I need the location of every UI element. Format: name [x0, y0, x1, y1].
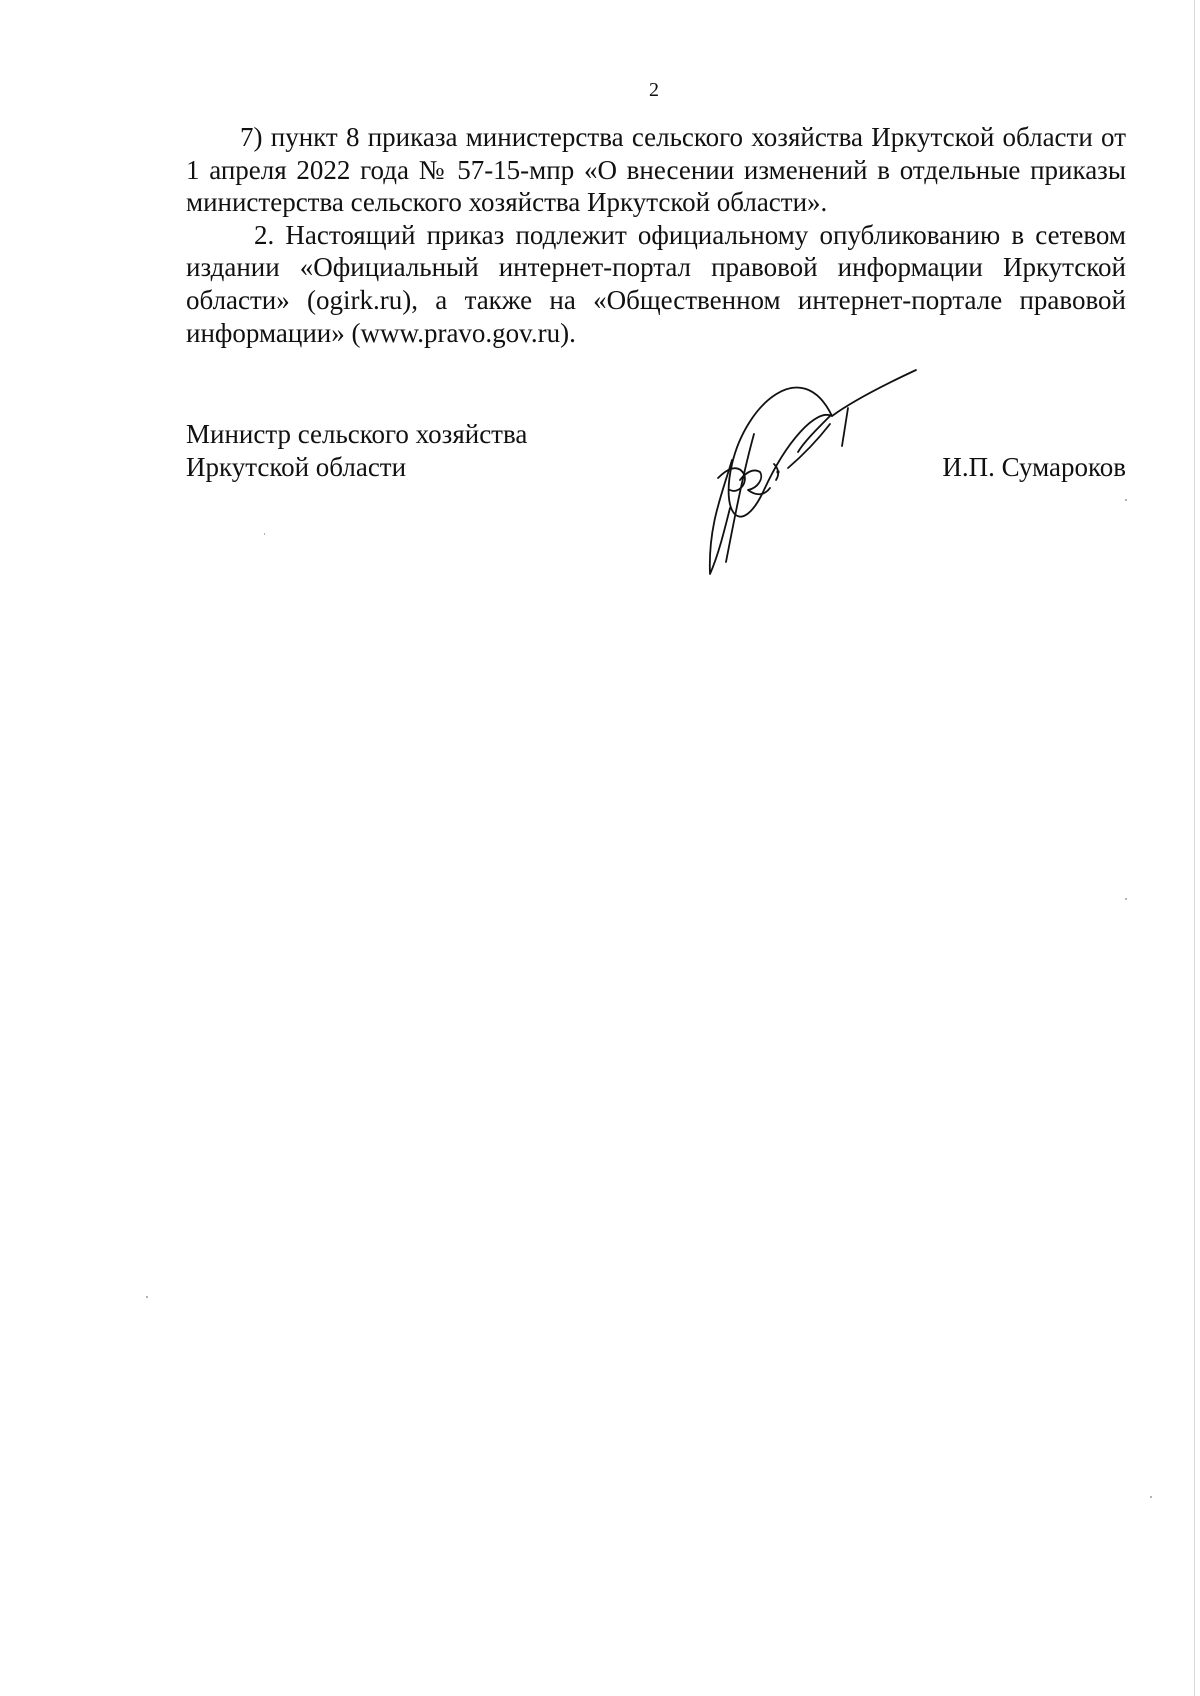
document-body [186, 121, 1126, 349]
signatory-position-line-2: Иркутской области [186, 452, 407, 482]
page-edge-line [1194, 0, 1195, 1696]
signatory-name: И.П. Сумароков [942, 452, 1126, 482]
scan-speck [1125, 499, 1127, 501]
scan-speck [1150, 1496, 1152, 1498]
page-number: 2 [649, 79, 659, 101]
paragraph-item-7: 7) пункт 8 приказа министерства сельского хозяйства Иркутской области от 1 апреля 2022 года № 57-15-мпр «О внесении изменений в отдельные приказы министерства сельского хозяйства Иркутской области». [186, 122, 1126, 218]
scan-speck [146, 1296, 148, 1298]
scan-speck [1125, 898, 1127, 900]
scan-speck [264, 533, 265, 535]
signatory-position-line-1: Министр сельского хозяйства [186, 419, 528, 449]
signatory-position [186, 418, 527, 484]
paragraph-publication: 2. Настоящий приказ подлежит официальному опубликованию в сетевом издании «Официальный интернет-портал правовой информации Иркутской области» (ogirk.ru), а также на «Общественном интернет-портале правовой информации» (www.pravo.gov.ru). [186, 219, 1126, 348]
